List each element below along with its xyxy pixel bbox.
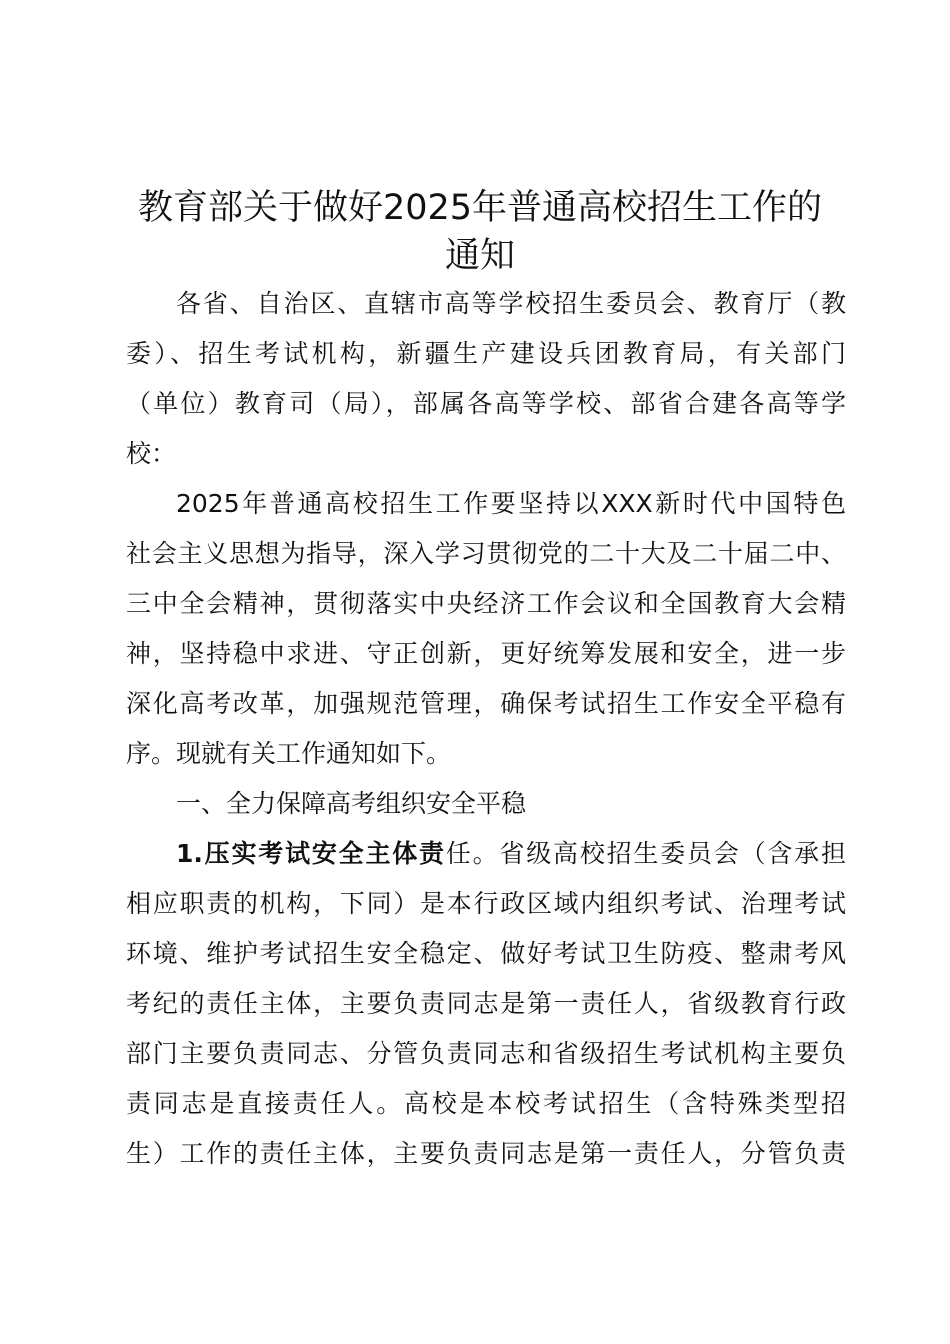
item-1-line: 考纪的责任主体，主要负责同志是第一责任人，省级教育行政 (126, 989, 846, 1018)
section-heading: 一、全力保障高考组织安全平稳 (176, 789, 527, 818)
salutation-line: 校： (126, 439, 177, 468)
item-1-line: 部门主要负责同志、分管负责同志和省级招生考试机构主要负 (126, 1039, 846, 1068)
intro-line: 深化高考改革，加强规范管理，确保考试招生工作安全平稳有 (126, 689, 846, 718)
item-1-bold-lead: 1.压实考试安全主体责 (176, 839, 446, 868)
salutation-line: 各省、自治区、直辖市高等学校招生委员会、教育厅（教 (176, 289, 846, 318)
item-1-first-line-rest: 任。省级高校招生委员会（含承担 (445, 839, 846, 868)
item-1-line: 环境、维护考试招生安全稳定、做好考试卫生防疫、整肃考风 (126, 939, 846, 968)
intro-line: 三中全会精神，贯彻落实中央经济工作会议和全国教育大会精 (126, 589, 846, 618)
document-title-line-1: 教育部关于做好2025年普通高校招生工作的 (137, 188, 823, 228)
intro-line: 社会主义思想为指导，深入学习贯彻党的二十大及二十届二中、 (126, 539, 846, 568)
item-1-line: 生）工作的责任主体，主要负责同志是第一责任人，分管负责 (126, 1139, 846, 1168)
salutation-line: （单位）教育司（局），部属各高等学校、部省合建各高等学 (126, 389, 846, 418)
item-1-first-line (176, 834, 846, 874)
intro-line: 神，坚持稳中求进、守正创新，更好统筹发展和安全，进一步 (126, 639, 846, 668)
item-1-line: 责同志是直接责任人。高校是本校考试招生（含特殊类型招 (126, 1089, 846, 1118)
salutation-line: 委）、招生考试机构，新疆生产建设兵团教育局，有关部门 (126, 339, 846, 368)
item-1-line: 相应职责的机构，下同）是本行政区域内组织考试、治理考试 (126, 889, 846, 918)
document-title-line-2: 通知 (444, 236, 515, 276)
intro-line: 序。现就有关工作通知如下。 (126, 739, 452, 768)
intro-line: 2025年普通高校招生工作要坚持以XXX新时代中国特色 (176, 489, 846, 518)
